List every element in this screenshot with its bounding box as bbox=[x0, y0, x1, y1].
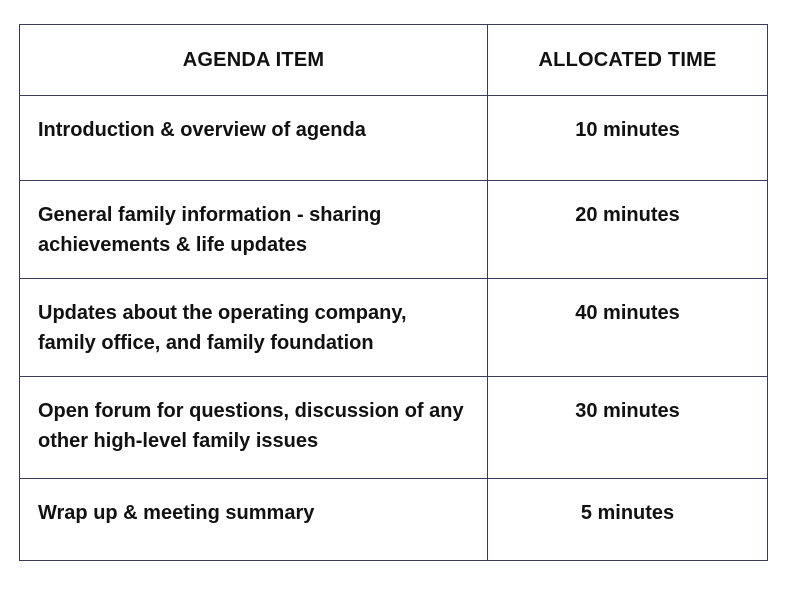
agenda-item-cell: Wrap up & meeting summary bbox=[20, 479, 488, 561]
agenda-table bbox=[19, 24, 768, 561]
agenda-item-cell: General family information - sharing achievements & life updates bbox=[20, 181, 488, 279]
allocated-time-cell: 30 minutes bbox=[488, 377, 768, 479]
allocated-time-cell: 20 minutes bbox=[488, 181, 768, 279]
allocated-time-cell: 40 minutes bbox=[488, 279, 768, 377]
allocated-time-cell: 5 minutes bbox=[488, 479, 768, 561]
table-row bbox=[20, 279, 768, 377]
header-allocated-time: ALLOCATED TIME bbox=[488, 25, 768, 96]
agenda-item-cell: Introduction & overview of agenda bbox=[20, 96, 488, 181]
table-row bbox=[20, 377, 768, 479]
table-row bbox=[20, 181, 768, 279]
agenda-item-cell: Updates about the operating company, family office, and family foundation bbox=[20, 279, 488, 377]
table-row bbox=[20, 479, 768, 561]
header-agenda-item: AGENDA ITEM bbox=[20, 25, 488, 96]
agenda-item-cell: Open forum for questions, discussion of any other high-level family issues bbox=[20, 377, 488, 479]
table-row bbox=[20, 96, 768, 181]
allocated-time-cell: 10 minutes bbox=[488, 96, 768, 181]
header-row bbox=[20, 25, 768, 96]
